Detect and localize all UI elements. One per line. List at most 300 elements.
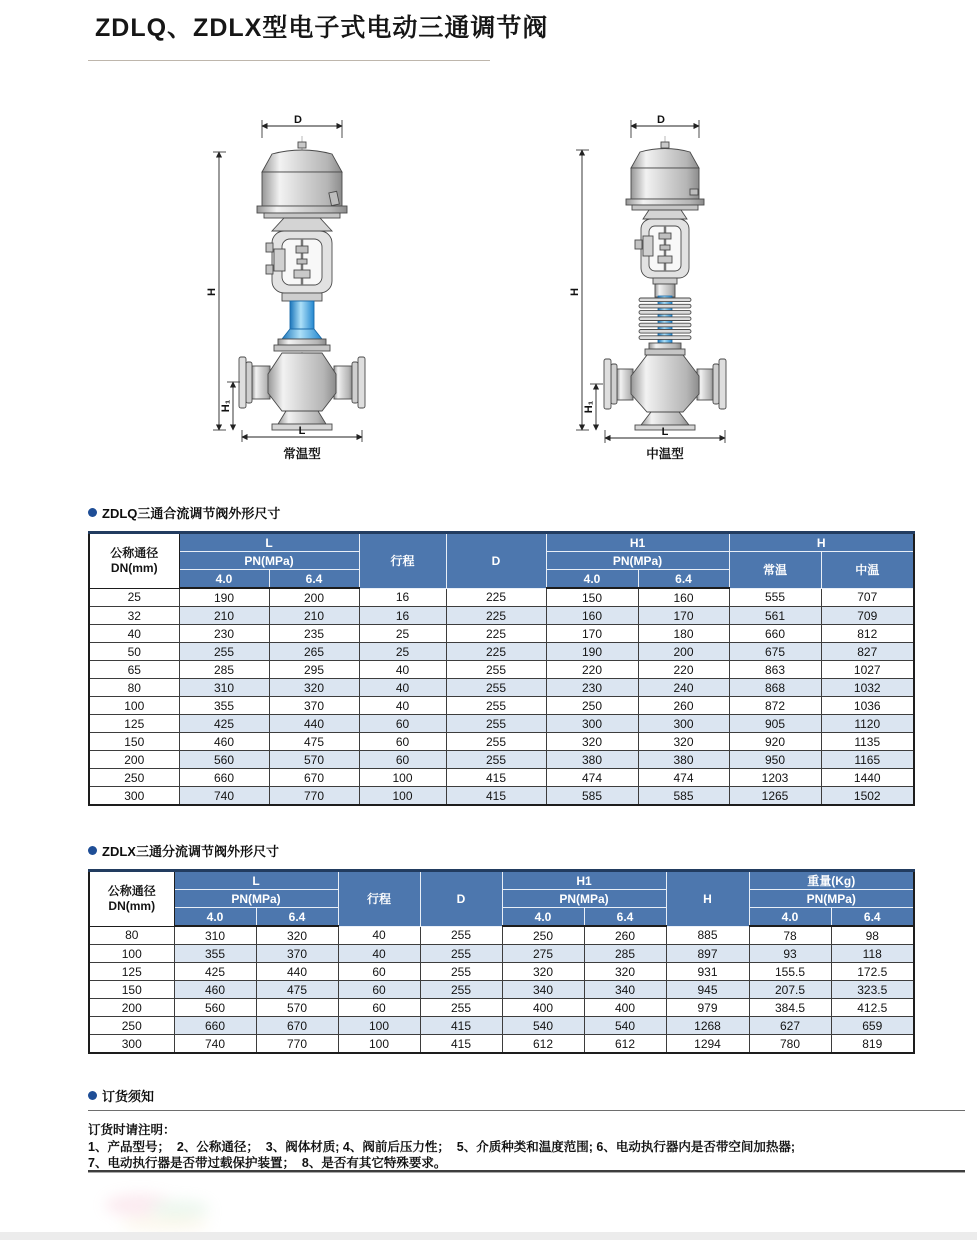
value-cell: 100 xyxy=(359,787,446,806)
fin xyxy=(639,330,691,334)
value-cell: 561 xyxy=(729,607,821,625)
value-cell: 660 xyxy=(174,1017,256,1035)
dn-cell: 80 xyxy=(89,926,174,945)
right-flange xyxy=(358,357,365,408)
value-cell: 370 xyxy=(256,945,338,963)
subheader-pn40: 4.0 xyxy=(179,570,269,589)
value-cell: 230 xyxy=(179,625,269,643)
left-flange-disc xyxy=(246,362,252,403)
actuator-flange-lower xyxy=(264,213,340,218)
value-cell: 659 xyxy=(831,1017,914,1035)
value-cell: 585 xyxy=(638,787,729,806)
value-cell: 255 xyxy=(446,715,546,733)
stem-column-blue xyxy=(290,301,314,329)
yoke-tab xyxy=(635,240,642,249)
value-cell: 863 xyxy=(729,661,821,679)
actuator xyxy=(626,142,704,210)
value-cell: 897 xyxy=(666,945,749,963)
drawing-caption-normal: 常温型 xyxy=(283,447,321,461)
title-divider xyxy=(88,60,490,61)
value-cell: 210 xyxy=(269,607,359,625)
value-cell: 25 xyxy=(359,643,446,661)
value-cell: 285 xyxy=(179,661,269,679)
value-cell: 819 xyxy=(831,1035,914,1054)
value-cell: 660 xyxy=(179,769,269,787)
dn-cell: 80 xyxy=(89,679,179,697)
value-cell: 180 xyxy=(638,625,729,643)
zdlx-dimensions-table xyxy=(88,869,915,1054)
page-bottom-strip xyxy=(0,1232,977,1240)
value-cell: 260 xyxy=(584,926,666,945)
table-row xyxy=(89,625,914,643)
dim-label-l: L xyxy=(661,426,669,438)
yoke-tab xyxy=(266,265,273,274)
value-cell: 160 xyxy=(546,607,638,625)
value-cell: 780 xyxy=(749,1035,831,1054)
value-cell: 40 xyxy=(359,661,446,679)
value-cell: 540 xyxy=(502,1017,584,1035)
dim-label-d: D xyxy=(294,114,302,126)
dn-label: 公称通径 xyxy=(110,546,159,561)
value-cell: 425 xyxy=(174,963,256,981)
value-cell: 275 xyxy=(502,945,584,963)
table-row xyxy=(89,945,914,963)
dn-cell: 125 xyxy=(89,715,179,733)
value-cell: 240 xyxy=(638,679,729,697)
dn-cell: 25 xyxy=(89,588,179,607)
value-cell: 320 xyxy=(546,733,638,751)
value-cell: 320 xyxy=(638,733,729,751)
subheader-pn64: 6.4 xyxy=(256,908,338,927)
value-cell: 155.5 xyxy=(749,963,831,981)
value-cell: 225 xyxy=(446,625,546,643)
value-cell: 320 xyxy=(269,679,359,697)
actuator-dome xyxy=(631,149,699,169)
table-row xyxy=(89,787,914,806)
stem-coupling xyxy=(658,256,672,263)
value-cell: 440 xyxy=(256,963,338,981)
notes-line-2: 7、电动执行器是否带过载保护装置； 8、是否有其它特殊要求。 xyxy=(88,1156,447,1170)
dn-cell: 100 xyxy=(89,697,179,715)
fin xyxy=(639,298,691,302)
value-cell: 300 xyxy=(638,715,729,733)
notes-intro: 订货时请注明： xyxy=(88,1123,176,1137)
fin xyxy=(639,317,691,321)
fin xyxy=(639,304,691,308)
dim-label-h1: H₁ xyxy=(583,400,595,414)
subheader-pn40: 4.0 xyxy=(502,908,584,927)
value-cell: 340 xyxy=(502,981,584,999)
subheader-pn40: 4.0 xyxy=(174,908,256,927)
section-title: ZDLX三通分流调节阀外形尺寸 xyxy=(102,844,279,859)
subheader-pn40: 4.0 xyxy=(546,570,638,589)
value-cell: 340 xyxy=(584,981,666,999)
actuator xyxy=(257,142,347,218)
dim-label-h1: H₁ xyxy=(220,399,232,413)
stem-coupling xyxy=(294,270,310,278)
value-cell: 415 xyxy=(420,1035,502,1054)
value-cell: 740 xyxy=(174,1035,256,1054)
value-cell: 310 xyxy=(179,679,269,697)
value-cell: 40 xyxy=(338,945,420,963)
dimension-h xyxy=(206,152,226,430)
value-cell: 255 xyxy=(446,661,546,679)
section-title: ZDLQ三通合流调节阀外形尺寸 xyxy=(102,506,281,521)
col-header-l: L xyxy=(179,533,359,552)
value-cell: 1502 xyxy=(821,787,914,806)
value-cell: 872 xyxy=(729,697,821,715)
right-flange-disc xyxy=(713,364,719,404)
subheader-pn64: 6.4 xyxy=(638,570,729,589)
value-cell: 380 xyxy=(638,751,729,769)
value-cell: 1120 xyxy=(821,715,914,733)
value-cell: 412.5 xyxy=(831,999,914,1017)
right-flange-disc xyxy=(352,362,358,403)
value-cell: 16 xyxy=(359,588,446,607)
bonnet-ring xyxy=(645,349,685,355)
col-header-normal-temp: 常温 xyxy=(729,552,821,589)
value-cell: 220 xyxy=(546,661,638,679)
value-cell: 1165 xyxy=(821,751,914,769)
fin xyxy=(639,311,691,315)
fin xyxy=(639,336,691,340)
col-header-h1: H1 xyxy=(502,871,666,890)
value-cell: 225 xyxy=(446,643,546,661)
dimension-d xyxy=(631,114,699,138)
value-cell: 474 xyxy=(546,769,638,787)
value-cell: 255 xyxy=(446,697,546,715)
value-cell: 475 xyxy=(256,981,338,999)
value-cell: 60 xyxy=(338,981,420,999)
dn-cell: 65 xyxy=(89,661,179,679)
bullet-icon xyxy=(88,1091,97,1100)
bonnet-ring xyxy=(274,345,330,351)
value-cell: 170 xyxy=(638,607,729,625)
value-cell: 812 xyxy=(821,625,914,643)
value-cell: 355 xyxy=(174,945,256,963)
value-cell: 323.5 xyxy=(831,981,914,999)
value-cell: 200 xyxy=(269,588,359,607)
value-cell: 255 xyxy=(420,981,502,999)
value-cell: 310 xyxy=(174,926,256,945)
col-header-weight: 重量(Kg) xyxy=(749,871,914,890)
yoke-collar xyxy=(653,278,677,284)
value-cell: 230 xyxy=(546,679,638,697)
value-cell: 60 xyxy=(359,733,446,751)
value-cell: 950 xyxy=(729,751,821,769)
value-cell: 60 xyxy=(338,963,420,981)
notes-line-1: 1、产品型号； 2、公称通径； 3、阀体材质; 4、阀前后压力性； 5、介质种类和温度范围; 6、电动执行器内是否带空间加热器; xyxy=(88,1140,795,1154)
value-cell: 740 xyxy=(179,787,269,806)
col-header-h1: H1 xyxy=(546,533,729,552)
table-row xyxy=(89,1017,914,1035)
dn-cell: 300 xyxy=(89,1035,174,1054)
value-cell: 868 xyxy=(729,679,821,697)
value-cell: 60 xyxy=(338,999,420,1017)
actuator-flange-lower xyxy=(632,205,698,210)
subheader-pn: PN(MPa) xyxy=(174,890,338,908)
zdlx-table-body xyxy=(89,926,914,1053)
value-cell: 60 xyxy=(359,751,446,769)
notes-divider xyxy=(88,1110,965,1111)
actuator-flange xyxy=(257,206,347,213)
value-cell: 93 xyxy=(749,945,831,963)
value-cell: 425 xyxy=(179,715,269,733)
value-cell: 250 xyxy=(502,926,584,945)
value-cell: 707 xyxy=(821,588,914,607)
subheader-pn: PN(MPa) xyxy=(502,890,666,908)
radiator-fins xyxy=(639,278,691,355)
yoke-adapter xyxy=(643,210,687,219)
yoke-tab xyxy=(266,243,273,252)
body-shell xyxy=(631,355,699,412)
value-cell: 320 xyxy=(584,963,666,981)
stem-nut xyxy=(296,246,308,253)
fin xyxy=(639,323,691,327)
value-cell: 100 xyxy=(359,769,446,787)
value-cell: 118 xyxy=(831,945,914,963)
value-cell: 400 xyxy=(502,999,584,1017)
body-shell xyxy=(268,353,336,411)
actuator-dome xyxy=(262,150,342,172)
valve-body xyxy=(604,355,726,430)
left-neck xyxy=(252,366,270,399)
dn-cell: 250 xyxy=(89,769,179,787)
subheader-pn64: 6.4 xyxy=(269,570,359,589)
value-cell: 460 xyxy=(179,733,269,751)
drawing-caption-medium: 中温型 xyxy=(646,447,684,461)
dn-cell: 150 xyxy=(89,981,174,999)
actuator-cap-nub xyxy=(661,142,669,148)
table-row xyxy=(89,981,914,999)
right-neck xyxy=(334,366,352,399)
value-cell: 78 xyxy=(749,926,831,945)
col-header-d: D xyxy=(420,871,502,927)
zdlq-table-body xyxy=(89,588,914,805)
value-cell: 1268 xyxy=(666,1017,749,1035)
value-cell: 100 xyxy=(338,1035,420,1054)
table-row xyxy=(89,607,914,625)
value-cell: 1135 xyxy=(821,733,914,751)
table-row xyxy=(89,588,914,607)
left-flange xyxy=(604,359,611,409)
value-cell: 255 xyxy=(446,679,546,697)
dn-label: 公称通径 xyxy=(107,884,156,899)
yoke-collar xyxy=(282,293,322,301)
bottom-cone xyxy=(641,412,689,425)
table-row xyxy=(89,769,914,787)
yoke-side-plate xyxy=(643,236,653,256)
value-cell: 285 xyxy=(584,945,666,963)
watermark-blob xyxy=(105,1194,175,1216)
col-header-d: D xyxy=(446,533,546,589)
valve-drawing-medium-temp xyxy=(569,112,769,464)
col-header-h: H xyxy=(729,533,914,552)
table-row xyxy=(89,643,914,661)
dn-cell: 40 xyxy=(89,625,179,643)
value-cell: 265 xyxy=(269,643,359,661)
watermark-blob xyxy=(120,1218,210,1230)
value-cell: 170 xyxy=(546,625,638,643)
col-header-stroke: 行程 xyxy=(359,533,446,589)
actuator-cap-nub xyxy=(298,142,306,148)
col-header-dn xyxy=(89,871,174,927)
value-cell: 560 xyxy=(174,999,256,1017)
watermark-blob xyxy=(150,1200,210,1218)
value-cell: 1294 xyxy=(666,1035,749,1054)
value-cell: 612 xyxy=(502,1035,584,1054)
value-cell: 475 xyxy=(269,733,359,751)
dn-cell: 125 xyxy=(89,963,174,981)
value-cell: 16 xyxy=(359,607,446,625)
value-cell: 415 xyxy=(446,787,546,806)
watermark xyxy=(95,1192,325,1237)
value-cell: 570 xyxy=(256,999,338,1017)
yoke xyxy=(635,210,689,278)
value-cell: 905 xyxy=(729,715,821,733)
dn-cell: 100 xyxy=(89,945,174,963)
value-cell: 474 xyxy=(638,769,729,787)
value-cell: 160 xyxy=(638,588,729,607)
value-cell: 370 xyxy=(269,697,359,715)
value-cell: 190 xyxy=(546,643,638,661)
dimension-l xyxy=(242,425,362,442)
dn-cell: 200 xyxy=(89,751,179,769)
left-flange-disc xyxy=(611,364,617,404)
subheader-pn40: 4.0 xyxy=(749,908,831,927)
yoke-adapter xyxy=(272,218,332,231)
value-cell: 415 xyxy=(420,1017,502,1035)
table-row xyxy=(89,733,914,751)
bonnet-assembly xyxy=(274,293,330,351)
value-cell: 25 xyxy=(359,625,446,643)
section-header-ordering xyxy=(88,1086,154,1105)
valve-body xyxy=(239,353,365,430)
value-cell: 207.5 xyxy=(749,981,831,999)
table-row xyxy=(89,715,914,733)
value-cell: 255 xyxy=(420,999,502,1017)
subheader-pn64: 6.4 xyxy=(584,908,666,927)
col-header-l: L xyxy=(174,871,338,890)
value-cell: 920 xyxy=(729,733,821,751)
value-cell: 460 xyxy=(174,981,256,999)
value-cell: 225 xyxy=(446,588,546,607)
table-row xyxy=(89,1035,914,1054)
actuator-side-tab xyxy=(690,189,698,195)
table-row xyxy=(89,661,914,679)
bonnet-skirt xyxy=(282,329,322,339)
value-cell: 660 xyxy=(729,625,821,643)
dn-unit-label: DN(mm) xyxy=(108,898,156,913)
bonnet-ring xyxy=(649,343,681,349)
value-cell: 220 xyxy=(638,661,729,679)
col-header-medium-temp: 中温 xyxy=(821,552,914,589)
section-header-zdlq xyxy=(88,503,280,522)
value-cell: 1203 xyxy=(729,769,821,787)
table-row xyxy=(89,697,914,715)
value-cell: 190 xyxy=(179,588,269,607)
value-cell: 1440 xyxy=(821,769,914,787)
actuator-body xyxy=(631,168,699,199)
subheader-pn: PN(MPa) xyxy=(546,552,729,570)
subheader-pn64: 6.4 xyxy=(831,908,914,927)
bullet-icon xyxy=(88,508,97,517)
dimension-h1 xyxy=(220,382,240,430)
bullet-icon xyxy=(88,846,97,855)
value-cell: 612 xyxy=(584,1035,666,1054)
value-cell: 827 xyxy=(821,643,914,661)
stem-nut xyxy=(297,259,307,264)
dim-label-h: H xyxy=(206,288,218,296)
dn-cell: 32 xyxy=(89,607,179,625)
dimension-l xyxy=(605,426,725,443)
value-cell: 415 xyxy=(446,769,546,787)
dn-cell: 150 xyxy=(89,733,179,751)
value-cell: 627 xyxy=(749,1017,831,1035)
value-cell: 670 xyxy=(269,769,359,787)
value-cell: 555 xyxy=(729,588,821,607)
value-cell: 250 xyxy=(546,697,638,715)
bonnet-ring xyxy=(278,339,326,345)
value-cell: 255 xyxy=(446,751,546,769)
section-title: 订货须知 xyxy=(102,1089,155,1104)
bottom-cone xyxy=(278,411,326,424)
footer-divider xyxy=(88,1170,965,1173)
value-cell: 255 xyxy=(420,945,502,963)
value-cell: 675 xyxy=(729,643,821,661)
value-cell: 1027 xyxy=(821,661,914,679)
col-header-h: H xyxy=(666,871,749,927)
value-cell: 40 xyxy=(359,679,446,697)
table-row xyxy=(89,963,914,981)
value-cell: 380 xyxy=(546,751,638,769)
right-flange xyxy=(719,359,726,409)
value-cell: 540 xyxy=(584,1017,666,1035)
value-cell: 40 xyxy=(359,697,446,715)
value-cell: 235 xyxy=(269,625,359,643)
value-cell: 172.5 xyxy=(831,963,914,981)
col-header-dn xyxy=(89,533,179,589)
value-cell: 255 xyxy=(420,963,502,981)
value-cell: 98 xyxy=(831,926,914,945)
dimension-h xyxy=(569,150,589,430)
value-cell: 1036 xyxy=(821,697,914,715)
value-cell: 295 xyxy=(269,661,359,679)
dn-cell: 250 xyxy=(89,1017,174,1035)
value-cell: 570 xyxy=(269,751,359,769)
dn-unit-label: DN(mm) xyxy=(110,560,158,575)
value-cell: 255 xyxy=(179,643,269,661)
yoke-side-plate xyxy=(274,249,285,271)
value-cell: 255 xyxy=(420,926,502,945)
table-row xyxy=(89,679,914,697)
stem-nut xyxy=(659,233,671,239)
value-cell: 320 xyxy=(256,926,338,945)
value-cell: 60 xyxy=(359,715,446,733)
value-cell: 560 xyxy=(179,751,269,769)
value-cell: 770 xyxy=(269,787,359,806)
value-cell: 770 xyxy=(256,1035,338,1054)
neck-cylinder xyxy=(655,284,675,297)
table-row xyxy=(89,751,914,769)
value-cell: 150 xyxy=(546,588,638,607)
value-cell: 300 xyxy=(546,715,638,733)
value-cell: 945 xyxy=(666,981,749,999)
value-cell: 1265 xyxy=(729,787,821,806)
value-cell: 979 xyxy=(666,999,749,1017)
value-cell: 670 xyxy=(256,1017,338,1035)
value-cell: 260 xyxy=(638,697,729,715)
